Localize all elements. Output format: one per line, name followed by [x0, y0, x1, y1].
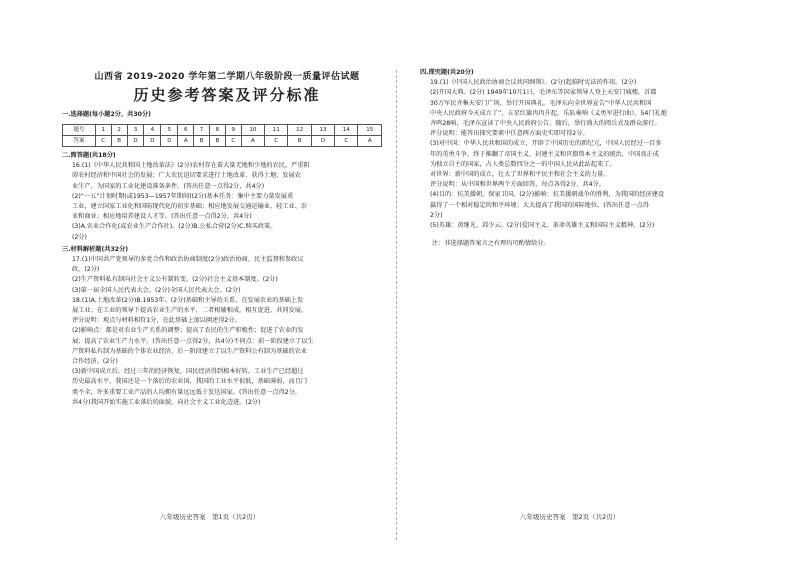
answer-line: 类不全，许多重要工业产品的人均拥有量远远低于发达国家。(答出任意一点得2分，	[72, 388, 302, 396]
section-inquiry-heading: 四.探究题(共20分)	[420, 69, 474, 76]
answer-cell: D	[127, 135, 144, 146]
question-number-cell: 13	[311, 124, 334, 135]
answer-line: (2)影响点：都是对农业生产关系的调整；提高了农民的生产积极性；促进了农业的发	[72, 327, 304, 335]
question-number-cell: 8	[209, 124, 225, 135]
answer-cell: A	[358, 135, 382, 146]
answer-line: (3)对中国：中华人民共和国的成立，开辟了中国历史的新纪元，中国人民经过一百多	[430, 140, 662, 148]
material-answer-body	[62, 255, 392, 408]
answer-line: 17.(1)中国共产党领导的多党合作和政治协商制度(2分)政治协商、民主监督和参政议	[72, 256, 304, 264]
answer-page-2	[420, 66, 745, 249]
question-number-cell: 14	[335, 124, 358, 135]
page-footer-2: 八年级历史答案 第2页（共2页）	[520, 513, 620, 521]
answer-line: 评分说明：从中国和世界两个方面回答，每点各得2分，共4分。	[430, 181, 605, 189]
answer-cell: B	[194, 135, 210, 146]
question-number-cell: 6	[178, 124, 194, 135]
table-row-answers	[63, 135, 382, 146]
answer-cell: C	[95, 135, 111, 146]
answer-line: 30万军民齐集天安门广场，举行开国典礼。毛泽东向全世界宣告“中华人民共和国	[430, 99, 652, 107]
table-row-label: 答案	[63, 135, 96, 146]
answer-cell: D	[311, 135, 334, 146]
choice-answer-table	[62, 124, 382, 147]
answer-line: 展工业；在工业的领导下提高农业生产的水平，二者相辅相成，相互促进，共同发展。	[72, 307, 308, 315]
answer-line: (2)开国大典。(2分) 1949年10月1日，毛泽东等国家领导人登上天安门城楼，首都	[430, 89, 657, 97]
answer-line: 赢得了一个相对稳定的和平环境；大大提高了我国的国际地位。(答出任意一点得	[430, 201, 649, 209]
answer-line: (2分)	[72, 233, 87, 241]
answer-line: 2分)	[430, 211, 443, 219]
answer-line: 业生产，为国家的工业化建设准备条件。(答出任意一点得2分，共4分)	[72, 182, 265, 190]
answer-cell: B	[111, 135, 127, 146]
answer-line: (2)生产资料私有制向社会主义公有制转变。(2分)社会主义基本制度。(2分)	[72, 276, 278, 284]
page-footer-1: 八年级历史答案 第1页（共2页）	[160, 513, 260, 521]
answer-line: (4)目的：抗美援朝，保家卫国。(2分)影响：抗美援朝战争的胜利，为我国的经济建设	[430, 191, 665, 199]
answer-line: 评分说明：观点与材料相符1分，在此基础上加以阐述得2分。	[72, 317, 241, 325]
question-number-cell: 5	[161, 124, 178, 135]
answer-line: 齐鸣28响，毛泽东宣读了中央人民政府公告。随后，举行盛大的阅兵式及群众游行。	[430, 120, 661, 128]
question-number-cell: 11	[265, 124, 288, 135]
question-number-cell: 12	[288, 124, 311, 135]
answer-line: 对世界：新中国的成立，壮大了世界和平民主和社会主义的力量。	[430, 171, 610, 179]
question-number-cell: 1	[95, 124, 111, 135]
answer-line: 共4分)我国开始实施工业落后的面貌，向社会主义工业化迈进。(2分)	[72, 398, 261, 406]
table-row-label: 题号	[63, 124, 96, 135]
answer-cell: B	[209, 135, 225, 146]
inquiry-answer-body	[420, 78, 745, 231]
answer-cell: B	[288, 135, 311, 146]
answer-line: 碍农村经济和中国社会的发展；广大农民迫切要求进行土地改革，获得土地；发展农	[72, 172, 301, 180]
answer-line: 年的英勇斗争，终于推翻了帝国主义、封建主义和官僚资本主义的统治，中国真正成	[430, 150, 659, 158]
section-material-heading: 三.材料解析题(共32分)	[62, 245, 129, 253]
answer-line: 18.(1)A.土地改革(2分)B.1953年。(2分)基础和主导的关系，在发展农业的基础上发	[72, 296, 304, 304]
question-number-cell: 10	[241, 124, 264, 135]
answer-line: 历史最高水平，我国还是一个落后的农业国，我国的工业水平很低，基础薄弱，而且门	[72, 378, 308, 386]
answer-cell: D	[161, 135, 178, 146]
answer-line: (2)“一五”计划时期(或1953—1957年期间)(2分)基本任务：集中主要力量发展重	[72, 192, 294, 200]
answer-line: 19.(1)《中国人民政治协商会议共同纲领》。(2分)起临时宪法的作用。(2分)	[430, 79, 637, 87]
main-title: 历史参考答案及评分标准	[133, 86, 321, 105]
answer-line: 产资料私有制为基础的个体农业经济，后一阶段建立了以生产资料公有制为基础的农业	[72, 347, 308, 355]
section-short-answer-heading: 二.简答题(共18分)	[62, 152, 116, 160]
answer-line: 为独立自主的国家，占人类总数四分之一的中国人民从此站起来了。	[430, 160, 616, 168]
answer-line: (3)新中国成立后，经过三年的经济恢复，国民经济得到根本好转，工业生产已经超过	[72, 368, 304, 376]
answer-line: 评分说明：能答出探究要素中任意两方面史实即可得2分。	[430, 130, 589, 138]
answer-cell: D	[144, 135, 161, 146]
exam-title: 山西省 2019-2020 学年第二学期八年级阶段一质量评估试题	[94, 72, 360, 82]
question-number-cell: 7	[194, 124, 210, 135]
answer-line: 合作经济。(2分)	[72, 358, 118, 366]
section-choice-heading: 一.选择题(每小题2分，共30分)	[62, 111, 151, 119]
page-divider	[396, 70, 397, 540]
question-number-cell: 15	[358, 124, 382, 135]
answer-line: (3)第一届全国人民代表大会。(2分)全国人民代表大会。(2分)	[72, 286, 241, 294]
answer-page-1	[62, 56, 392, 408]
answer-line: 中央人民政府今天成立了”，五星红旗冉冉升起，乐队奏响《义勇军进行曲》，54门礼炮	[430, 109, 667, 117]
answer-line: 业和商业；相应地培养建设人才等。(答出任意一点得2分，共4分)	[72, 213, 252, 221]
answer-line: 16.(1)《中华人民共和国土地改革法》(2分)农村存在着大量无地和少地的农民，严重阻	[72, 162, 310, 170]
answer-line: 展；提高了农业生产力水平。(答出任意一点得2分，共4分)不同点：前一阶段建立了以生	[72, 337, 314, 345]
grading-note: 注：非选择题答案言之有理均可酌情给分。	[432, 240, 550, 248]
answer-line: 政。(2分)	[72, 266, 100, 274]
question-number-cell: 2	[111, 124, 127, 135]
answer-cell: A	[178, 135, 194, 146]
answer-cell: C	[265, 135, 288, 146]
table-row-numbers	[63, 124, 382, 135]
question-number-cell: 9	[225, 124, 241, 135]
answer-cell: C	[335, 135, 358, 146]
answer-cell: C	[225, 135, 241, 146]
answer-line: 工业，建立国家工业化和国防现代化的初步基础；相应地发展交通运输业、轻工业、农	[72, 203, 308, 211]
question-number-cell: 3	[127, 124, 144, 135]
short-answer-body	[62, 161, 392, 243]
answer-line: (5)英雄：黄继光、邱少云。(2分)爱国主义、革命英雄主义和国际主义精神。(2分)	[430, 222, 655, 230]
answer-cell: A	[241, 135, 264, 146]
question-number-cell: 4	[144, 124, 161, 135]
answer-line: (3)A.农业合作化(或农业生产合作社)。(2分)B.公私合营(2分)C.赎买政策。	[72, 223, 277, 231]
